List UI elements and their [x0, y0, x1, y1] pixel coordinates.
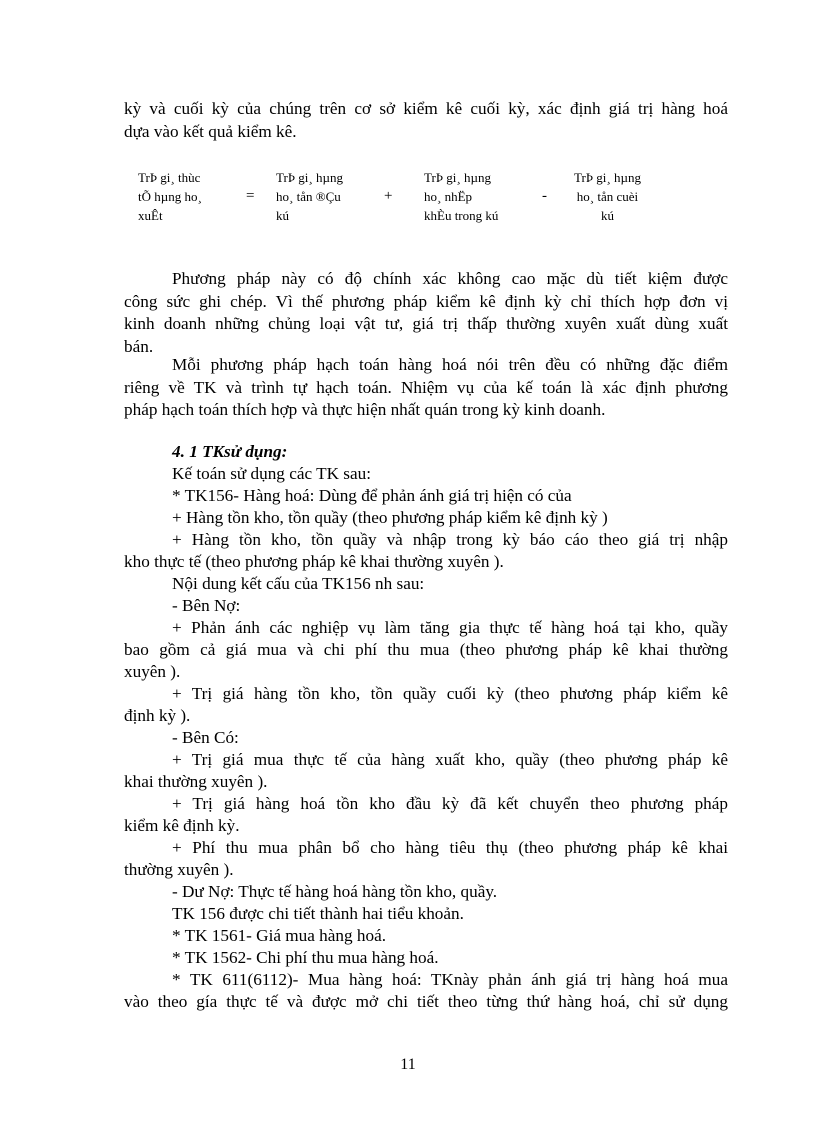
intro-line: kỳ và cuối kỳ của chúng trên cơ sở kiểm kê cuối kỳ, xác định giá trị hàng hoá: [124, 99, 728, 118]
section-line: + Phản ánh các nghiệp vụ làm tăng gia thực tế hàng hoá tại kho, quầy: [172, 618, 728, 637]
section-line: * TK 611(6112)- Mua hàng hoá: TKnày phản ánh giá trị hàng hoá mua: [172, 970, 728, 989]
section-line: - Bên Nợ:: [172, 596, 241, 615]
section-line: * TK156- Hàng hoá: Dùng để phản ánh giá trị hiện có của: [172, 486, 572, 505]
section-line: TK 156 được chi tiết thành hai tiểu khoản.: [172, 904, 464, 923]
paragraph-line: Mỗi phương pháp hạch toán hàng hoá nói trên đều có những đặc điểm: [172, 355, 728, 374]
section-line: Nội dung kết cấu của TK156 nh sau:: [172, 574, 425, 593]
intro-line: dựa vào kết quả kiểm kê.: [124, 122, 297, 141]
section-line: thường xuyên ).: [124, 860, 234, 879]
section-line: bao gồm cả giá mua và chi phí thu mua (theo phương pháp kê khai thường: [124, 640, 728, 659]
section-line: vào theo gía thực tế và được mở chi tiết theo từng thứ hàng hoá, chỉ sử dụng: [124, 992, 728, 1011]
formula-operator: -: [542, 188, 547, 204]
formula-term-3: TrÞ gi¸ hµng ho¸ nhËp khÈu trong kú: [424, 170, 499, 223]
section-line: * TK 1562- Chi phí thu mua hàng hoá.: [172, 948, 439, 967]
section-line: + Trị giá hàng hoá tồn kho đầu kỳ đã kết chuyển theo phương pháp: [172, 794, 728, 813]
section-line: - Dư Nợ: Thực tế hàng hoá hàng tồn kho, quầy.: [172, 882, 498, 901]
formula-term-1: TrÞ gi¸ thùc tÕ hµng ho¸ xuÊt: [138, 170, 202, 223]
section-heading: 4. 1 TKsử dụng:: [172, 442, 288, 461]
section-line: kho thực tế (theo phương pháp kê khai thường xuyên ).: [124, 552, 504, 571]
formula-term-2: TrÞ gi¸ hµng ho¸ tån ®Çu kú: [276, 170, 343, 223]
section-line: * TK 1561- Giá mua hàng hoá.: [172, 926, 387, 945]
paragraph-line: kinh doanh những chủng loại vật tư, giá trị thấp thường xuyên xuất dùng xuất: [124, 314, 728, 333]
section-line: - Bên Có:: [172, 728, 239, 747]
section-line: + Phí thu mua phân bổ cho hàng tiêu thụ (theo phương pháp kê khai: [172, 838, 728, 857]
section-line: Kế toán sử dụng các TK sau:: [172, 464, 371, 483]
paragraph-line: Phương pháp này có độ chính xác không cao mặc dù tiết kiệm được: [172, 269, 728, 288]
formula: [124, 168, 728, 238]
section-line: định kỳ ).: [124, 706, 191, 725]
section-line: + Trị giá mua thực tế của hàng xuất kho, quầy (theo phương pháp kê: [172, 750, 728, 769]
formula-operator: =: [246, 188, 255, 204]
paragraph-line: riêng về TK và trình tự hạch toán. Nhiệm vụ của kế toán là xác định phương: [124, 378, 728, 397]
section-line: khai thường xuyên ).: [124, 772, 268, 791]
page-number: 11: [400, 1056, 416, 1073]
section-line: xuyên ).: [124, 662, 181, 681]
section-line: kiểm kê định kỳ.: [124, 816, 240, 835]
section-line: + Trị giá hàng tồn kho, tồn quầy cuối kỳ (theo phương pháp kiểm kê: [172, 684, 728, 703]
section-line: + Hàng tồn kho, tồn quầy và nhập trong kỳ báo cáo theo giá trị nhập: [172, 530, 728, 549]
formula-term-4: TrÞ gi¸ hµng ho¸ tån cuèi kú: [574, 170, 641, 223]
paragraph-line: công sức ghi chép. Vì thế phương pháp kiểm kê định kỳ chỉ thích hợp đơn vị: [124, 292, 728, 311]
section-line: + Hàng tồn kho, tồn quầy (theo phương pháp kiểm kê định kỳ ): [172, 508, 608, 527]
paragraph-line: pháp hạch toán thích hợp và thực hiện nhất quán trong kỳ kinh doanh.: [124, 400, 606, 419]
formula-operator: +: [384, 188, 393, 204]
paragraph-line: bán.: [124, 337, 154, 356]
